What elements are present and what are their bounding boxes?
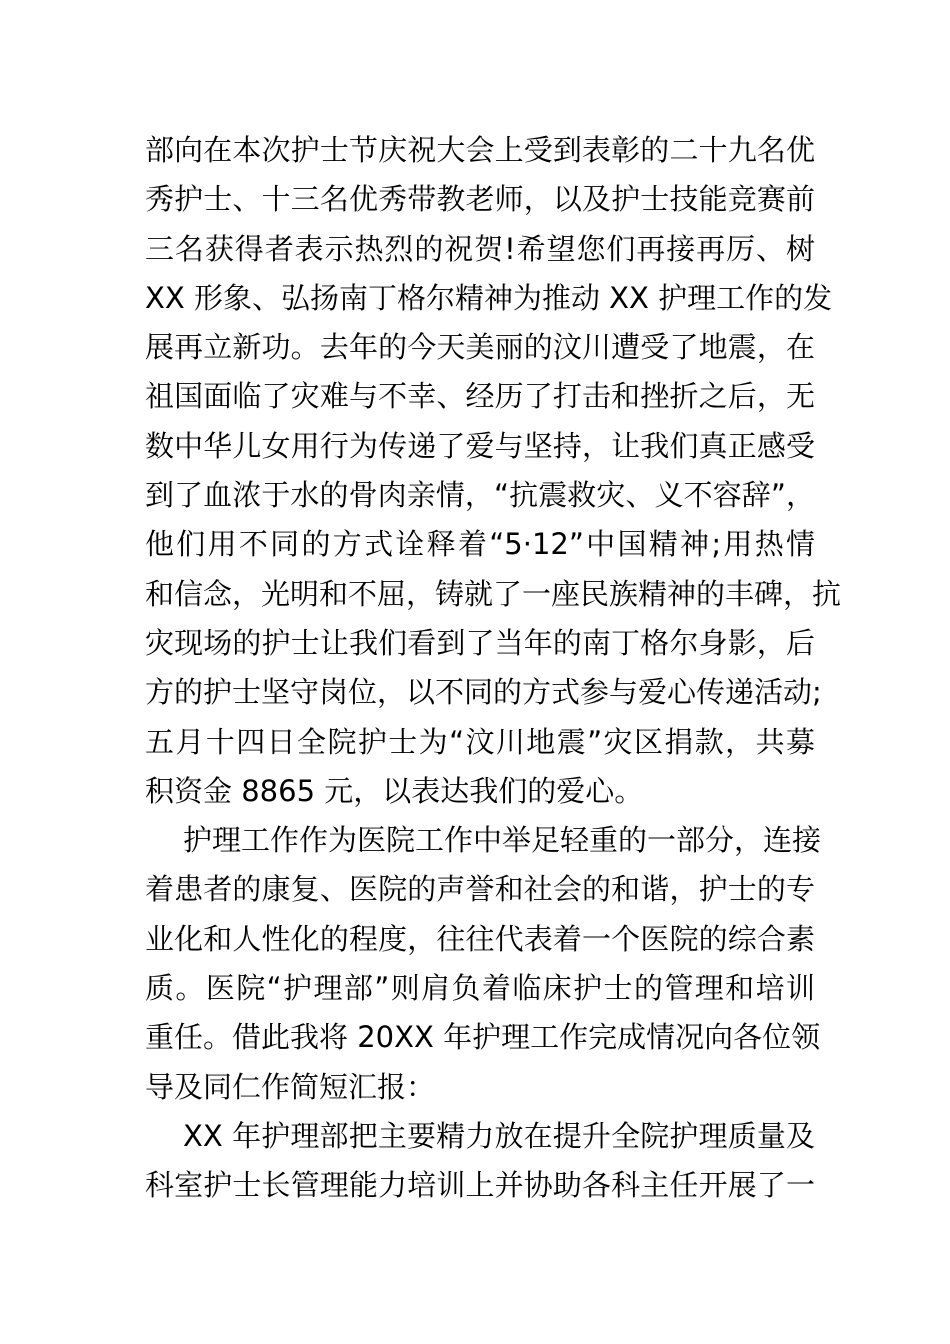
text-line: XX 形象、弘扬南丁格尔精神为推动 XX 护理工作的发	[145, 280, 833, 315]
text-line: XX 年护理部把主要精力放在提升全院护理质量及	[183, 1118, 815, 1153]
text-line: 方的护士坚守岗位，以不同的方式参与爱心传递活动;	[145, 675, 822, 710]
text-line: 科室护士长管理能力培训上并协助各科主任开展了一	[145, 1168, 815, 1203]
body-text	[145, 126, 842, 1211]
text-line: 和信念，光明和不屈，铸就了一座民族精神的丰碑，抗	[145, 576, 842, 611]
text-line: 到了血浓于水的骨肉亲情，“抗震救灾、义不容辞”，	[145, 478, 815, 513]
text-line: 重任。借此我将 20XX 年护理工作完成情况向各位领	[145, 1020, 821, 1055]
text-line: 着患者的康复、医院的声誉和社会的和谐，护士的专	[145, 872, 815, 907]
text-line: 护理工作作为医院工作中举足轻重的一部分，连接	[183, 823, 822, 858]
text-line: 秀护士、十三名优秀带教老师，以及护士技能竞赛前	[145, 182, 815, 217]
text-line: 他们用不同的方式诠释着“5·12”中国精神;用热情	[145, 527, 815, 562]
text-line: 三名获得者表示热烈的祝贺!希望您们再接再厉、树	[145, 231, 815, 266]
text-line: 五月十四日全院护士为“汶川地震”灾区捐款，共募	[145, 724, 815, 759]
text-line: 祖国面临了灾难与不幸、经历了打击和挫折之后，无	[145, 379, 815, 414]
text-line: 数中华儿女用行为传递了爱与坚持，让我们真正感受	[145, 428, 815, 463]
text-line: 展再立新功。去年的今天美丽的汶川遭受了地震，在	[145, 330, 815, 365]
text-line: 灾现场的护士让我们看到了当年的南丁格尔身影，后	[145, 625, 815, 660]
text-line: 质。医院“护理部”则肩负着临床护士的管理和培训	[145, 971, 815, 1006]
text-line: 业化和人性化的程度，往往代表着一个医院的综合素	[145, 921, 815, 956]
text-line: 部向在本次护士节庆祝大会上受到表彰的二十九名优	[145, 133, 815, 167]
text-line: 导及同仁作简短汇报：	[145, 1069, 436, 1104]
text-line: 积资金 8865 元，以表达我们的爱心。	[145, 773, 644, 808]
